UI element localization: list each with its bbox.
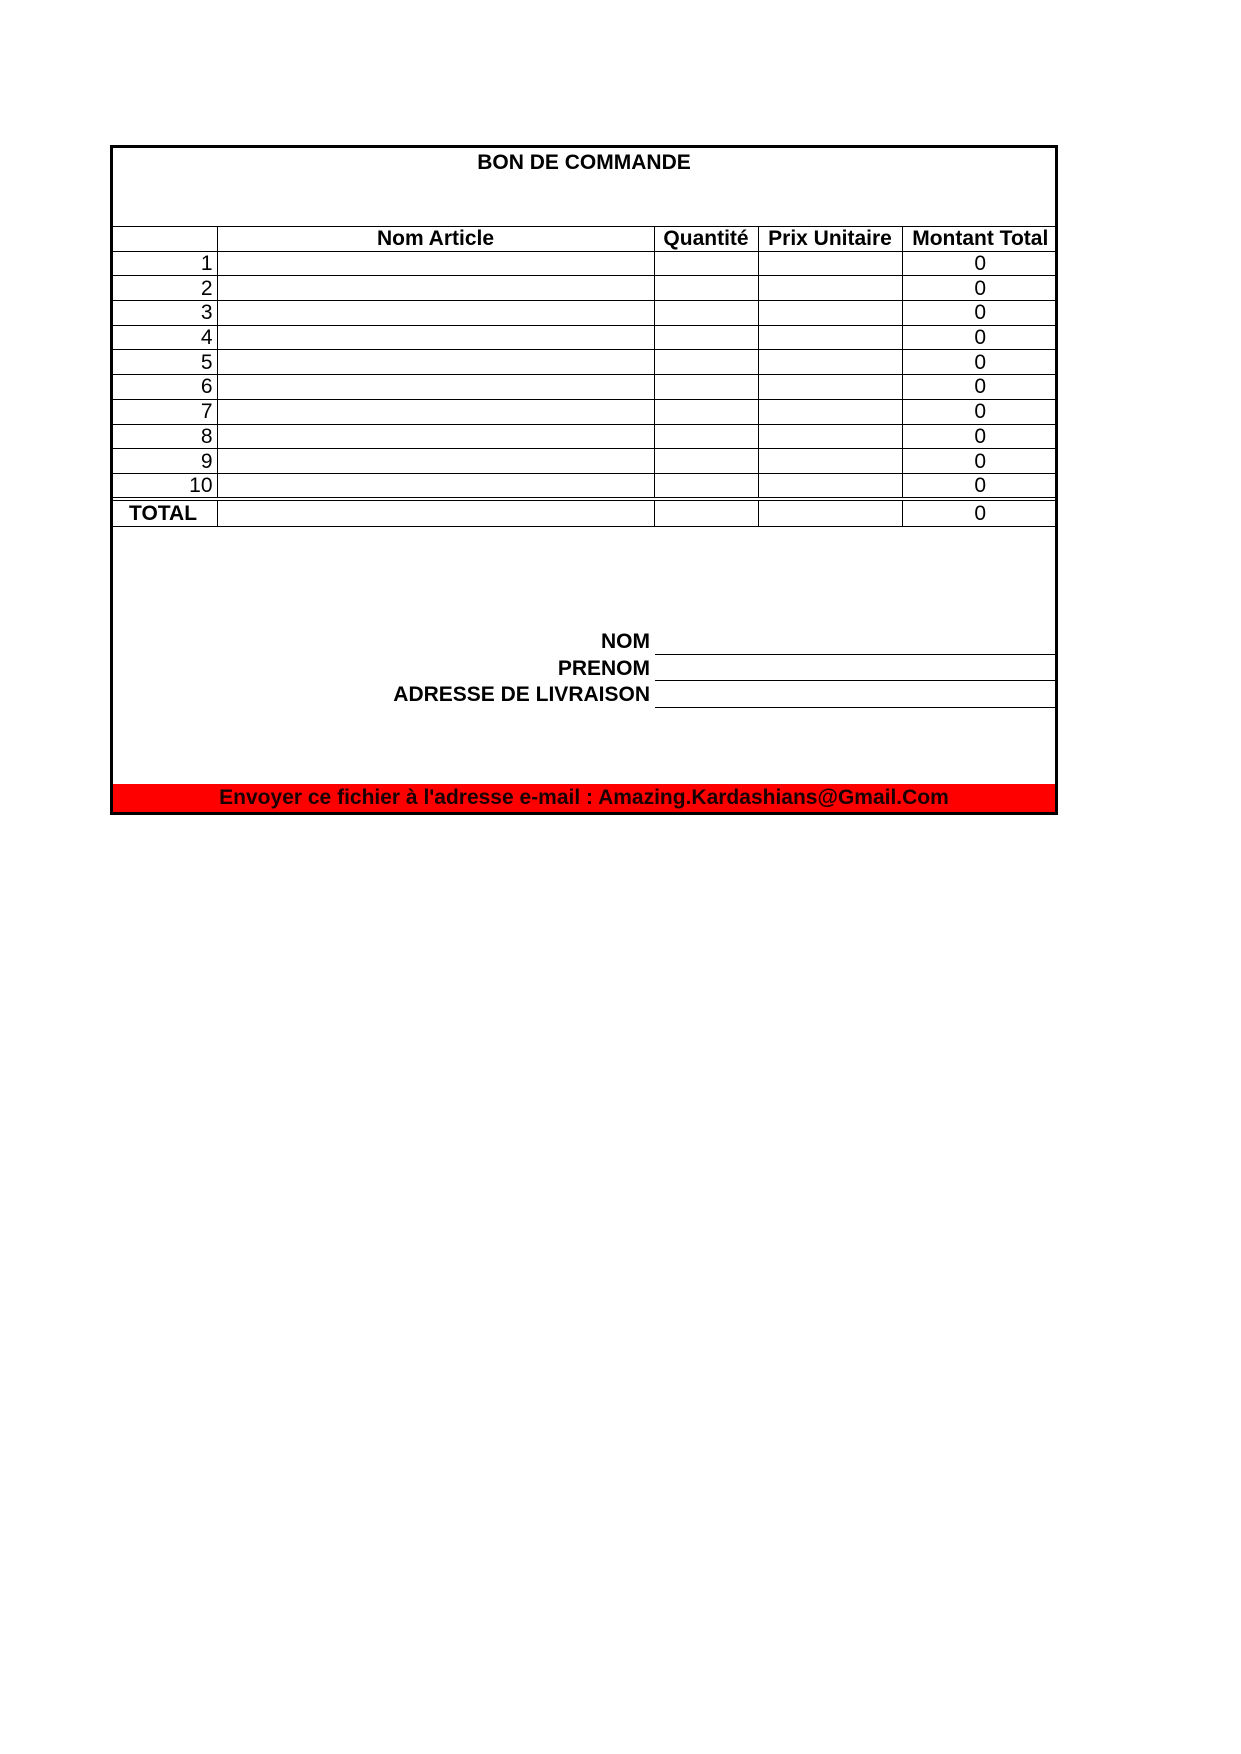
row-number: 7 — [113, 399, 217, 424]
table-row — [113, 375, 1058, 400]
email-instruction-banner: Envoyer ce fichier à l'adresse e-mail : Amazing.Kardashians@Gmail.Com — [113, 784, 1055, 812]
unit-price-cell[interactable] — [758, 251, 902, 276]
article-cell[interactable] — [217, 375, 654, 400]
header-nom-article: Nom Article — [217, 227, 654, 252]
amount-cell: 0 — [902, 399, 1058, 424]
article-cell[interactable] — [217, 350, 654, 375]
adresse-label: ADRESSE DE LIVRAISON — [393, 683, 650, 706]
article-cell[interactable] — [217, 449, 654, 474]
header-prix-unitaire: Prix Unitaire — [758, 227, 902, 252]
total-amount: 0 — [902, 499, 1058, 527]
article-cell[interactable] — [217, 251, 654, 276]
unit-price-cell[interactable] — [758, 473, 902, 499]
row-number: 2 — [113, 276, 217, 301]
amount-cell: 0 — [902, 325, 1058, 350]
header-num — [113, 227, 217, 252]
adresse-field — [113, 681, 1058, 708]
total-quantity-cell — [654, 499, 758, 527]
table-row — [113, 399, 1058, 424]
table-row — [113, 301, 1058, 326]
order-form — [110, 145, 1058, 815]
quantity-cell[interactable] — [654, 399, 758, 424]
quantity-cell[interactable] — [654, 424, 758, 449]
table-row — [113, 276, 1058, 301]
amount-cell: 0 — [902, 350, 1058, 375]
table-header-row — [113, 227, 1058, 252]
unit-price-cell[interactable] — [758, 325, 902, 350]
quantity-cell[interactable] — [654, 301, 758, 326]
quantity-cell[interactable] — [654, 375, 758, 400]
table-row — [113, 251, 1058, 276]
article-cell[interactable] — [217, 276, 654, 301]
customer-info — [113, 628, 1058, 708]
quantity-cell[interactable] — [654, 449, 758, 474]
row-number: 5 — [113, 350, 217, 375]
table-row — [113, 473, 1058, 499]
quantity-cell[interactable] — [654, 325, 758, 350]
article-cell[interactable] — [217, 399, 654, 424]
order-table-body — [113, 227, 1058, 527]
adresse-input-line[interactable] — [655, 683, 1058, 708]
amount-cell: 0 — [902, 449, 1058, 474]
quantity-cell[interactable] — [654, 251, 758, 276]
row-number: 10 — [113, 473, 217, 499]
article-cell[interactable] — [217, 473, 654, 499]
unit-price-cell[interactable] — [758, 424, 902, 449]
prenom-input-line[interactable] — [655, 656, 1058, 681]
quantity-cell[interactable] — [654, 473, 758, 499]
nom-label: NOM — [601, 630, 650, 653]
amount-cell: 0 — [902, 301, 1058, 326]
unit-price-cell[interactable] — [758, 375, 902, 400]
table-row — [113, 325, 1058, 350]
row-number: 1 — [113, 251, 217, 276]
amount-cell: 0 — [902, 251, 1058, 276]
row-number: 9 — [113, 449, 217, 474]
page-title: BON DE COMMANDE — [477, 151, 691, 174]
unit-price-cell[interactable] — [758, 276, 902, 301]
unit-price-cell[interactable] — [758, 449, 902, 474]
total-label: TOTAL — [113, 499, 217, 527]
table-row — [113, 449, 1058, 474]
amount-cell: 0 — [902, 375, 1058, 400]
row-number: 4 — [113, 325, 217, 350]
nom-input-line[interactable] — [655, 630, 1058, 655]
header-montant-total: Montant Total — [902, 227, 1058, 252]
total-row — [113, 499, 1058, 527]
prenom-field — [113, 655, 1058, 682]
article-cell[interactable] — [217, 325, 654, 350]
order-table — [113, 226, 1058, 527]
prenom-label: PRENOM — [557, 656, 650, 680]
unit-price-cell[interactable] — [758, 350, 902, 375]
nom-field — [113, 628, 1058, 655]
total-article-cell — [217, 499, 654, 527]
header-quantite: Quantité — [654, 227, 758, 252]
article-cell[interactable] — [217, 301, 654, 326]
unit-price-cell[interactable] — [758, 399, 902, 424]
quantity-cell[interactable] — [654, 276, 758, 301]
unit-price-cell[interactable] — [758, 301, 902, 326]
quantity-cell[interactable] — [654, 350, 758, 375]
amount-cell: 0 — [902, 473, 1058, 499]
table-row — [113, 350, 1058, 375]
amount-cell: 0 — [902, 276, 1058, 301]
total-price-cell — [758, 499, 902, 527]
row-number: 8 — [113, 424, 217, 449]
article-cell[interactable] — [217, 424, 654, 449]
row-number: 3 — [113, 301, 217, 326]
row-number: 6 — [113, 375, 217, 400]
amount-cell: 0 — [902, 424, 1058, 449]
table-row — [113, 424, 1058, 449]
